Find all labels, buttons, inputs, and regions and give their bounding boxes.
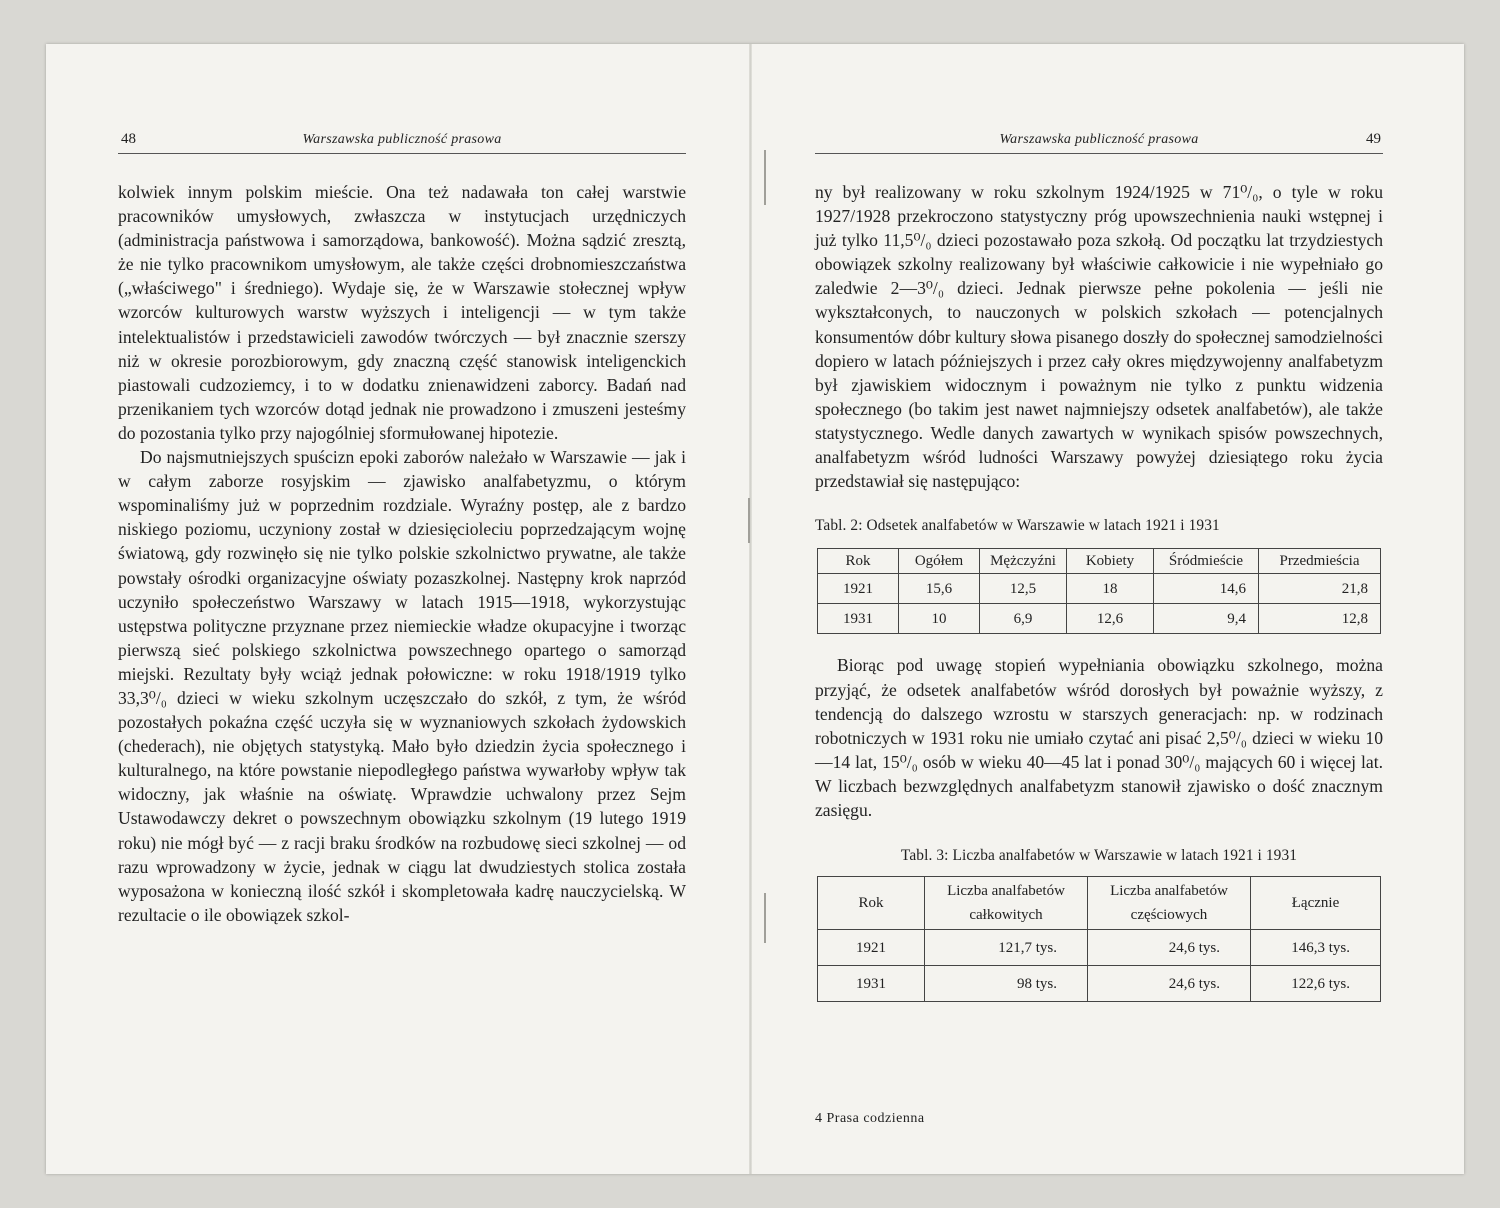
table-cell: 24,6 tys.	[1088, 930, 1251, 966]
table-caption: Tabl. 2: Odsetek analfabetów w Warszawie w latach 1921 i 1931	[815, 517, 1220, 535]
column-header: Ogółem	[899, 549, 980, 574]
table-cell: 14,6	[1154, 574, 1259, 604]
paragraph: Do najsmutniejszych spuścizn epoki zaborów należało w Warszawie — jak i w całym zaborze rosyjskim — zjawisko analfabetyzmu, o którym wspominaliśmy już w poprzednim rozdziale. Wyraźny postęp, ale z bardzo niskiego poziomu, uczyniony został w dziesięcioleciu poprzedzającym wojnę światową, gdy rozwinęło się nie tylko polskie szkolnictwo prywatne, ale także powstały ośrodki organizacyjne oświaty pozaszkolnej. Następny krok naprzód uczyniło społeczeństwo Warszawy w latach 1915—1918, wykorzystując ustępstwa polityczne przyznane przez niemieckie władze okupacyjne i tworząc pierwszą sieć polskiego szkolnictwa powszechnego opartego o samorząd miejski. Rezultaty były wciąż jednak połowiczne: w roku 1918/1919 tylko 33,3⁰/₀ dzieci w wieku szkolnym uczęszczało do szkół, z tym, że wśród pozostałych pokaźna część uczyła się w wyznaniowych szkołach żydowskich (chederach), nie objętych statystyką. Mało było dziedzin życia społecznego i kulturalnego, na które powstanie niepodległego państwa wywarłoby wpływ tak widoczny, jak właśnie na oświatę. Wprawdzie uchwalony przez Sejm Ustawodawczy dekret o powszechnym obowiązku szkolnym (19 lutego 1919 roku) nie mógł być — z racji braku środków na rozbudowę sieci szkolnej — od razu wprowadzony w życie, jednak w ciągu lat dwudziestych stolica została wyposażona w konieczną ilość szkół i skompletowała kadrę nauczycielską. W rezultacie o ile obowiązek szkol-	[118, 447, 686, 925]
illiterate-count-table	[817, 876, 1381, 1002]
table-cell: 24,6 tys.	[1088, 966, 1251, 1002]
page-body	[118, 180, 686, 927]
book-gutter	[749, 44, 752, 1174]
table-cell: 18	[1067, 574, 1154, 604]
table-cell: 15,6	[899, 574, 980, 604]
column-header: Śródmieście	[1154, 549, 1259, 574]
column-header: Rok	[818, 549, 899, 574]
running-title: Warszawska publiczność prasowa	[302, 132, 502, 147]
table-cell: 21,8	[1259, 574, 1381, 604]
running-title: Warszawska publiczność prasowa	[999, 132, 1199, 147]
column-header: Kobiety	[1067, 549, 1154, 574]
table-header-row	[818, 549, 1381, 574]
binding-stitch	[764, 893, 766, 943]
table-cell: 146,3 tys.	[1251, 930, 1381, 966]
table-row	[818, 966, 1381, 1002]
table-cell: 12,6	[1067, 604, 1154, 634]
table-cell: 6,9	[980, 604, 1067, 634]
table-cell: 1931	[818, 604, 899, 634]
page-body	[815, 180, 1383, 1002]
table-caption: Tabl. 3: Liczba analfabetów w Warszawie w latach 1921 i 1931	[900, 847, 1298, 865]
page-number: 49	[1366, 131, 1381, 147]
page-header	[118, 131, 686, 154]
binding-stitch	[748, 498, 750, 543]
binding-stitch	[764, 150, 766, 205]
page-number: 48	[121, 131, 136, 147]
page-header	[815, 131, 1383, 154]
column-header: Rok	[818, 877, 925, 930]
paragraph: Biorąc pod uwagę stopień wypełniania obowiązku szkolnego, można przyjąć, że odsetek analfabetów wśród dorosłych był poważnie wyższy, z tendencją do dalszego wzrostu w starszych generacjach: np. w rodzinach robotniczych w 1931 roku nie umiało czytać ani pisać 2,5⁰/₀ dzieci w wieku 10—14 lat, 15⁰/₀ osób w wieku 40—45 lat i ponad 30⁰/₀ mających 60 i więcej lat. W liczbach bezwzględnych analfabetyzm stanowił zjawisko o dość znacznym zasięgu.	[815, 655, 1383, 820]
table-cell: 98 tys.	[925, 966, 1088, 1002]
table-row	[818, 930, 1381, 966]
table-header-row	[818, 877, 1381, 930]
paragraph: kolwiek innym polskim mieście. Ona też nadawała ton całej warstwie pracowników umysłowych, zwłaszcza w instytucjach urzędniczych (administracja państwowa i samorządowa, bankowość). Można sądzić zresztą, że nie tylko pracownikom umysłowym, ale także części drobnomieszczaństwa („właściwego" i średniego). Wydaje się, że w Warszawie stołecznej wpływ wzorców kulturowych warstw wyższych i inteligencji — w tym także intelektualistów i przedstawicieli zawodów twórczych — był znacznie szerszy niż w okresie porozbiorowym, gdy znaczną część stanowisk inteligenckich piastowali cudzoziemcy, i to w dodatku znienawidzeni zaborcy. Badań nad przenikaniem tych wzorców dotąd jednak nie prowadzono i zmuszeni jesteśmy do pozostania tylko przy najogólniej sformułowanej hipotezie.	[118, 182, 686, 443]
table-cell: 1921	[818, 574, 899, 604]
column-header: Łącznie	[1251, 877, 1381, 930]
table-cell: 9,4	[1154, 604, 1259, 634]
table-cell: 121,7 tys.	[925, 930, 1088, 966]
paragraph: ny był realizowany w roku szkolnym 1924/1925 w 71⁰/₀, o tyle w roku 1927/1928 przekroczono statystyczny próg upowszechnienia nauki wstępnej i już tylko 11,5⁰/₀ dzieci pozostawało poza szkołą. Od początku lat trzydziestych obowiązek szkolny realizowany był właściwie całkowicie i nie wypełniało go zaledwie 2—3⁰/₀ dzieci. Jednak pierwsze pełne pokolenia — jeśli nie wykształconych, to nauczonych w polskich szkołach — potencjalnych konsumentów dóbr kultury słowa pisanego doszły do społecznej samodzielności dopiero w latach późniejszych i przez cały okres międzywojenny analfabetyzm był zjawiskiem widocznym i poważnym nie tylko z punktu widzenia społecznego (bo takim jest nawet najmniejszy odsetek analfabetów), ale także statystycznego. Wedle danych zawartych w wynikach spisów powszechnych, analfabetyzm wśród ludności Warszawy powyżej dziesiątego roku życia przedstawiał się następująco:	[815, 182, 1383, 492]
table-cell: 10	[899, 604, 980, 634]
column-header: Liczba analfabetów częściowych	[1088, 877, 1251, 930]
table-row	[818, 574, 1381, 604]
page-footer: 4 Prasa codzienna	[815, 1111, 925, 1126]
column-header: Mężczyźni	[980, 549, 1067, 574]
table-cell: 1921	[818, 930, 925, 966]
table-row	[818, 604, 1381, 634]
column-header: Liczba analfabetów całkowitych	[925, 877, 1088, 930]
literacy-rate-table	[817, 548, 1381, 634]
table-cell: 12,5	[980, 574, 1067, 604]
column-header: Przedmieścia	[1259, 549, 1381, 574]
table-cell: 122,6 tys.	[1251, 966, 1381, 1002]
table-cell: 12,8	[1259, 604, 1381, 634]
table-cell: 1931	[818, 966, 925, 1002]
